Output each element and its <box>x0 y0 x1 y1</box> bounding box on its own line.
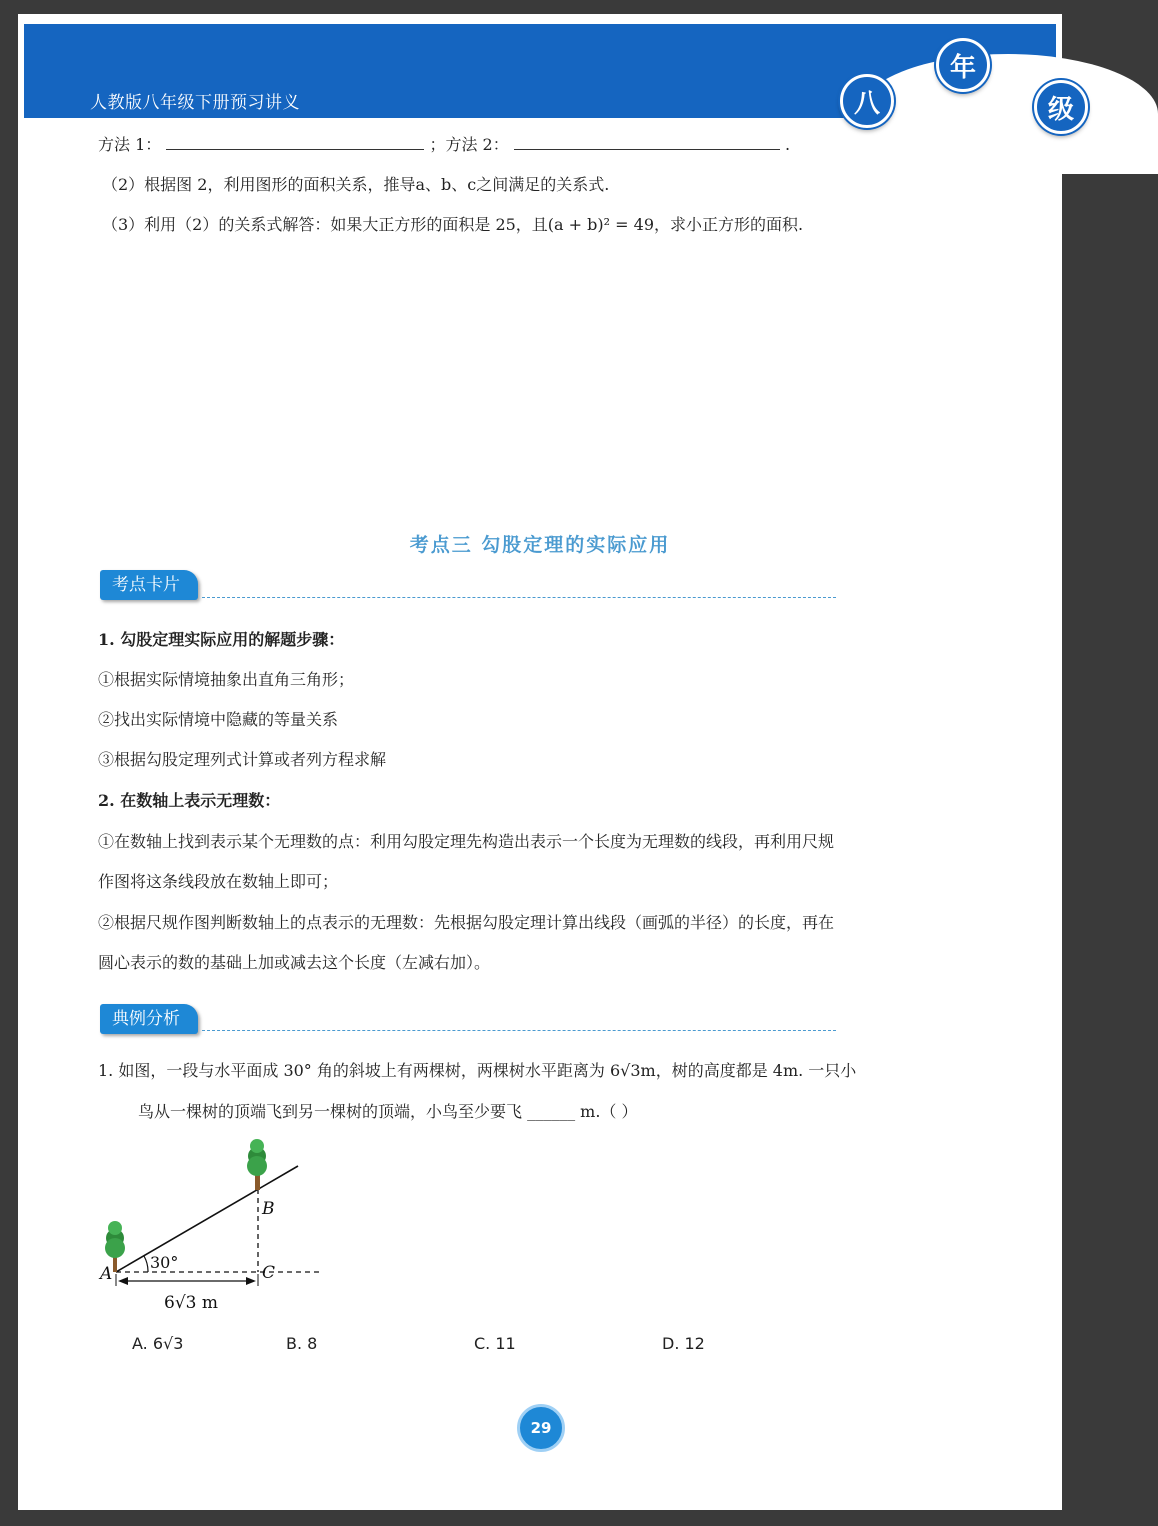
method-line-end: . <box>784 135 791 154</box>
card-heading-2: 2. 在数轴上表示无理数： <box>98 791 281 810</box>
key-point-card-tab: 考点卡片 <box>100 570 198 600</box>
dashed-divider <box>202 597 836 598</box>
example-question: 1. 如图，一段与水平面成 30° 角的斜坡上有两棵树，两棵树水平距离为 6√3m，树的高度都是 4m. 一只小 <box>98 1061 857 1080</box>
question-2: （2）根据图 2，利用图形的面积关系，推导a、b、c之间满足的关系式. <box>102 175 610 194</box>
card-paragraph: ②根据尺规作图判断数轴上的点表示的无理数：先根据勾股定理计算出线段（画弧的半径）的长度，再在 <box>98 913 835 932</box>
book-title: 人教版八年级下册预习讲义 <box>90 93 300 113</box>
angle-label: 30° <box>150 1253 179 1272</box>
card-paragraph: 作图将这条线段放在数轴上即可； <box>98 872 339 891</box>
choice-d[interactable]: D. 12 <box>662 1334 705 1353</box>
grade-badge: 八 <box>840 74 894 128</box>
dashed-divider <box>202 1030 836 1031</box>
answer-blank <box>166 135 424 150</box>
document-page <box>18 14 1074 1510</box>
card-step-2: ②找出实际情境中隐藏的等量关系 <box>98 710 339 729</box>
card-paragraph: 圆心表示的数的基础上加或减去这个长度（左减右加）。 <box>98 953 491 972</box>
choice-a[interactable]: A. 6√3 <box>132 1334 184 1353</box>
section-title: 考点三 勾股定理的实际应用 <box>409 534 671 556</box>
choice-c[interactable]: C. 11 <box>474 1334 516 1353</box>
question-3: （3）利用（2）的关系式解答：如果大正方形的面积是 25，且(a + b)² = 49，求小正方形的面积. <box>102 215 804 234</box>
grade-badge: 级 <box>1034 80 1088 134</box>
grade-badge: 年 <box>936 38 990 92</box>
method-line <box>98 132 790 155</box>
answer-blank <box>514 135 780 150</box>
card-heading-1: 1. 勾股定理实际应用的解题步骤： <box>98 630 345 649</box>
example-question: 鸟从一棵树的顶端飞到另一棵树的顶端，小鸟至少要飞 ______ m.（ ） <box>138 1102 638 1121</box>
card-paragraph: ①在数轴上找到表示某个无理数的点：利用勾股定理先构造出表示一个长度为无理数的线段，再利用尺规 <box>98 832 835 851</box>
label-a: A <box>100 1264 113 1284</box>
method-1-label: 方法 1： <box>98 135 162 154</box>
distance-label: 6√3 m <box>164 1293 218 1313</box>
page-number: 29 <box>517 1404 565 1452</box>
choice-b[interactable]: B. 8 <box>286 1334 318 1353</box>
label-c: C <box>262 1263 276 1283</box>
example-analysis-tab: 典例分析 <box>100 1004 198 1034</box>
card-step-1: ①根据实际情境抽象出直角三角形； <box>98 670 355 689</box>
header-wave-decoration <box>858 54 1158 174</box>
label-b: B <box>262 1199 275 1219</box>
card-step-3: ③根据勾股定理列式计算或者列方程求解 <box>98 750 387 769</box>
method-2-label: ；方法 2： <box>429 135 509 154</box>
slope-trees-figure <box>92 1134 332 1324</box>
tree-icon <box>247 1139 267 1190</box>
